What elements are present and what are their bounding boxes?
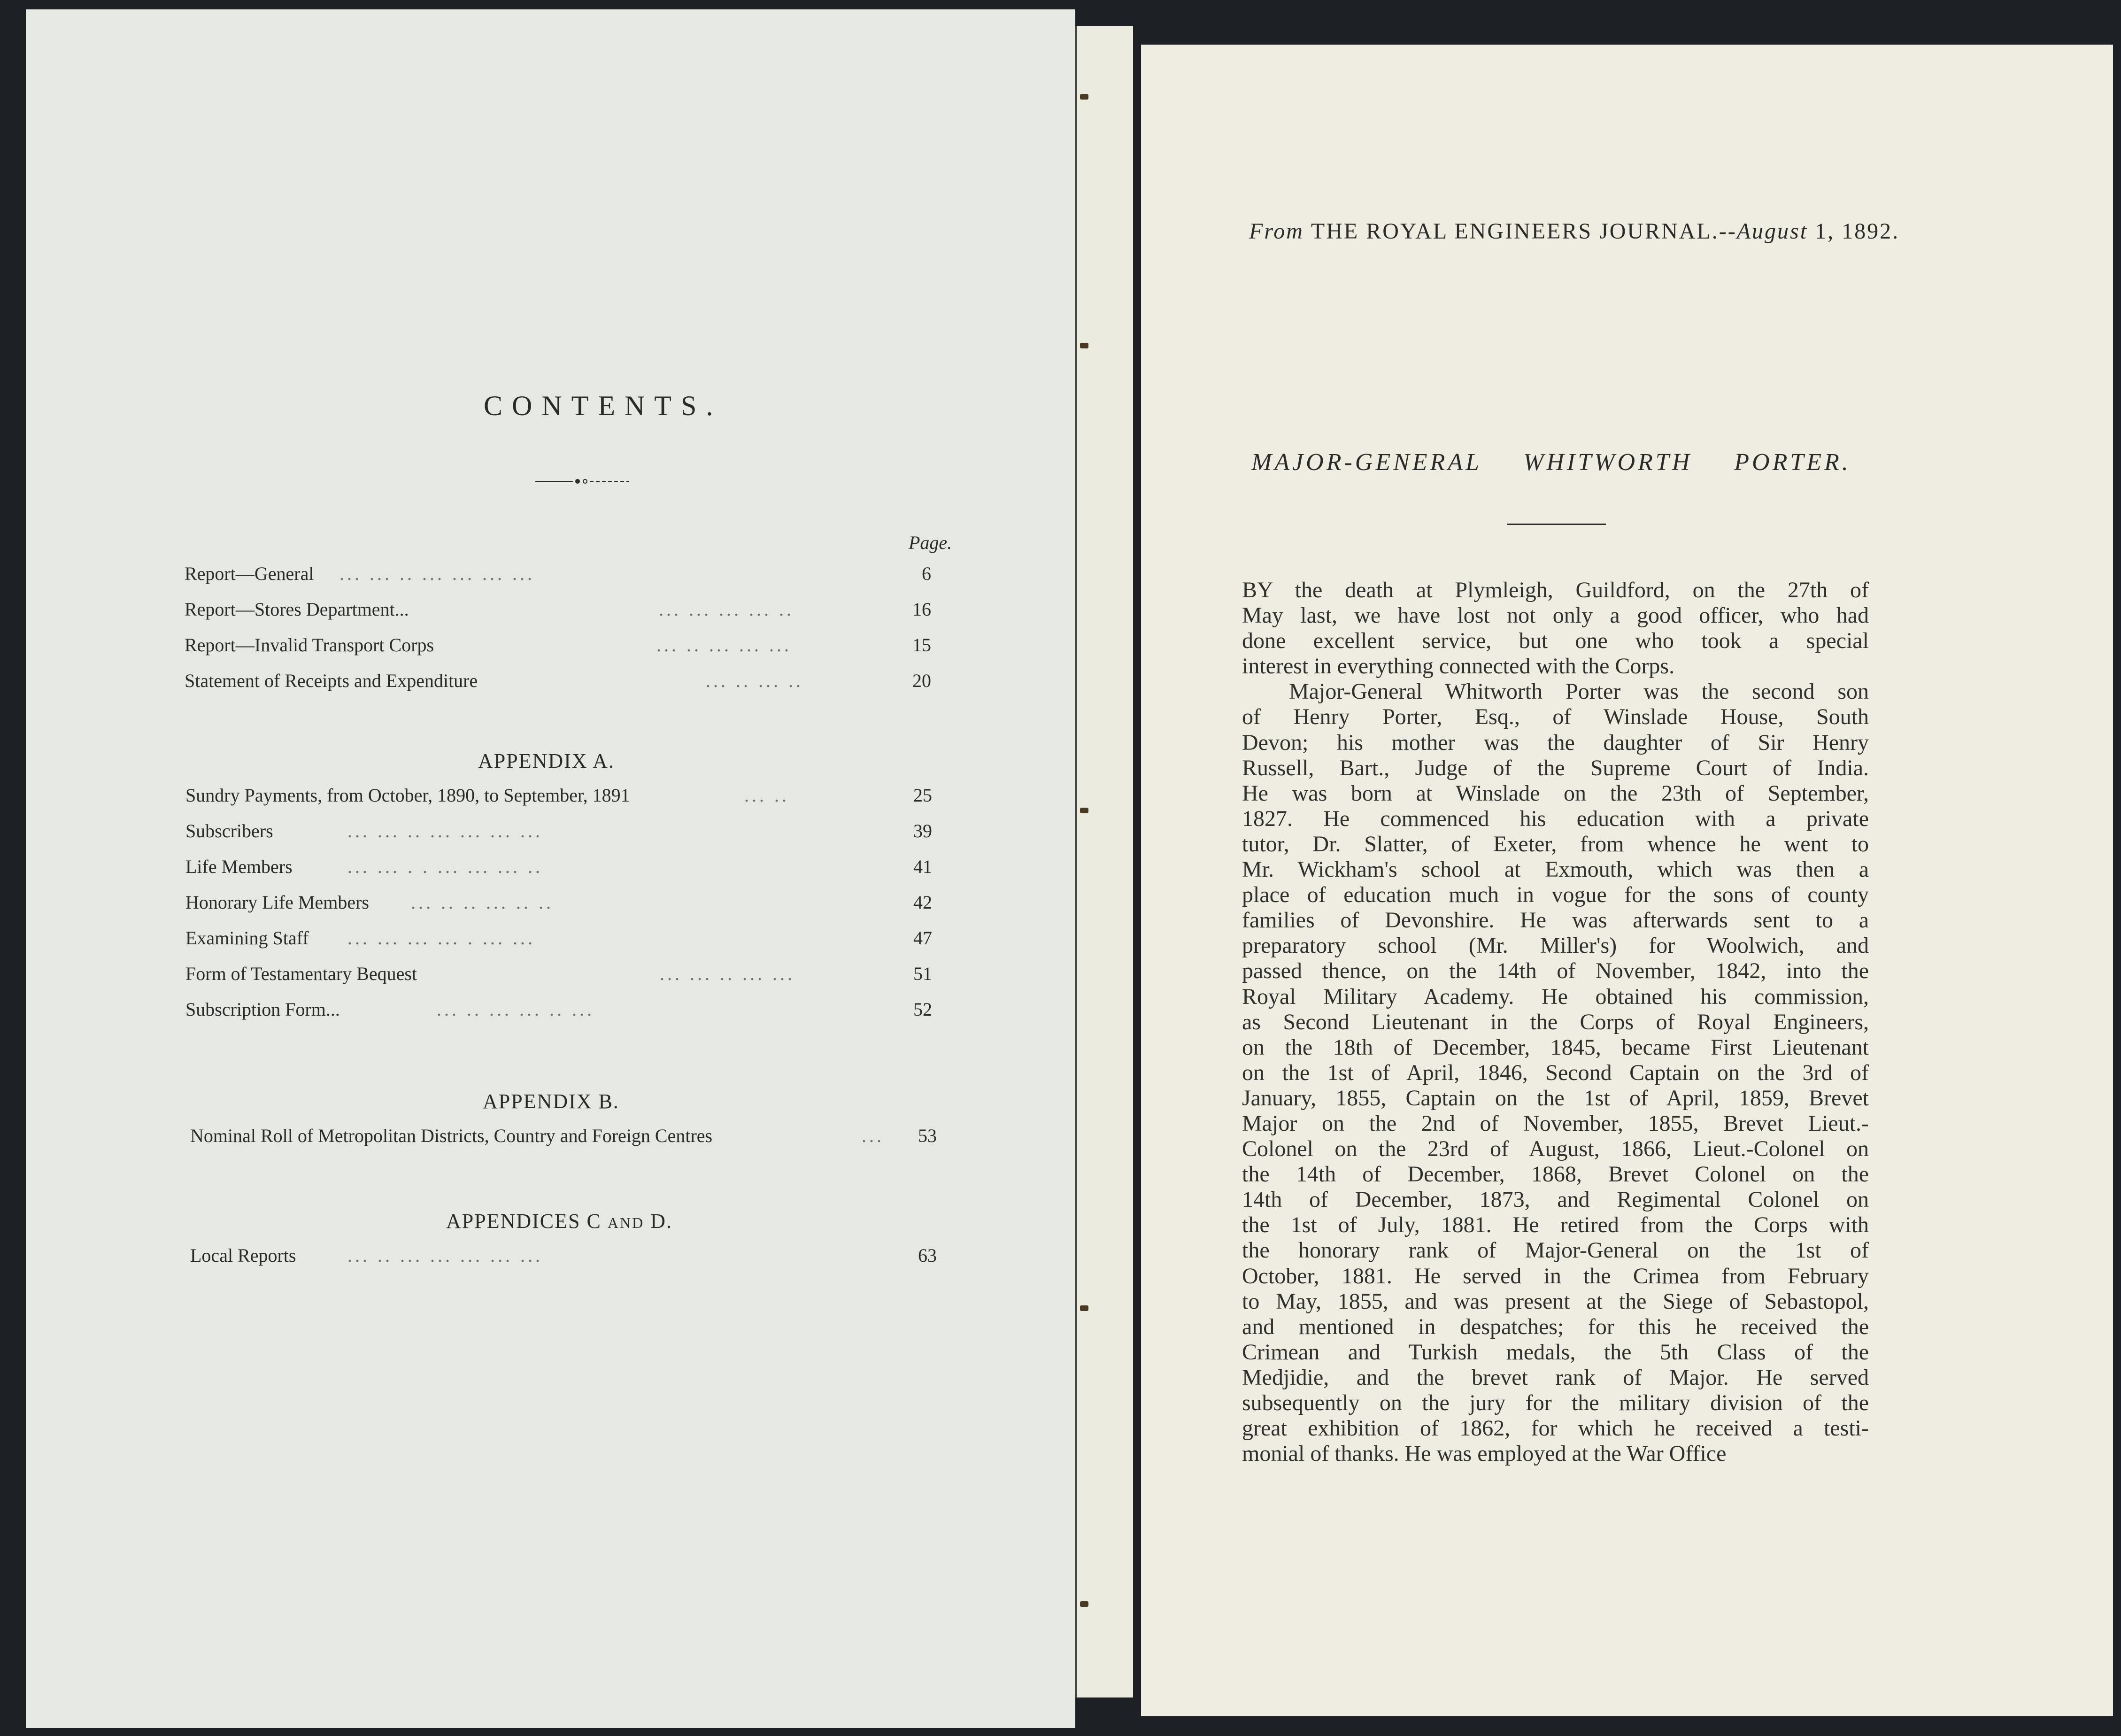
toc-entry-page: 53 — [918, 1125, 937, 1146]
source-month: August — [1736, 219, 1808, 244]
article-line: He was born at Winslade on the 23th of September, — [1242, 780, 1869, 806]
article-line: done excellent service, but one who took a special — [1242, 628, 1869, 654]
article-line: Devon; his mother was the daughter of Sir Henry — [1242, 730, 1869, 755]
toc-entry-page: 63 — [918, 1245, 937, 1266]
toc-entry-page: 51 — [913, 963, 932, 984]
article-line: 14th of December, 1873, and Regimental Colonel on — [1242, 1187, 1869, 1212]
toc-entry-page: 6 — [922, 563, 931, 584]
toc-entry — [185, 670, 931, 698]
source-journal: THE ROYAL ENGINEERS JOURNAL.-- — [1311, 219, 1737, 244]
toc-entry-label: Subscribers — [185, 820, 273, 841]
source-date: 1, 1892. — [1815, 219, 1900, 244]
toc-entry-label: Nominal Roll of Metropolitan Districts, Country and Foreign Centres — [190, 1125, 713, 1146]
article-line: Major-General Whitworth Porter was the second son — [1289, 679, 1869, 704]
binding-clasp — [1080, 94, 1088, 100]
appendix-cd-title-part2: D. — [650, 1210, 672, 1233]
toc-leader-dots: ... ... .. ... ... ... ... — [347, 820, 543, 841]
toc-leader-dots: ... ... . . ... ... ... .. — [347, 856, 543, 877]
toc-entry-label: Report—Invalid Transport Corps — [185, 634, 434, 656]
article-line: Crimean and Turkish medals, the 5th Class of the — [1242, 1339, 1869, 1365]
toc-entry-page: 42 — [913, 892, 932, 913]
toc-entry — [185, 856, 932, 884]
article-line: the honorary rank of Major-General on the 1st of — [1242, 1238, 1869, 1263]
article-line: October, 1881. He served in the Crimea from February — [1242, 1263, 1869, 1288]
toc-entry-page: 20 — [912, 670, 931, 691]
toc-leader-dots: ... — [862, 1125, 884, 1146]
right-page — [1141, 45, 2113, 1716]
toc-leader-dots: ... ... .. ... ... — [660, 963, 795, 984]
toc-entry-label: Report—Stores Department... — [185, 599, 409, 620]
toc-leader-dots: ... .. ... ... .. ... — [437, 999, 594, 1020]
article-line: January, 1855, Captain on the 1st of April, 1859, Brevet — [1242, 1085, 1869, 1111]
source-from: From — [1249, 219, 1304, 244]
article-line: Russell, Bart., Judge of the Supreme Court of India. — [1242, 755, 1869, 780]
article-body — [1242, 578, 1869, 1466]
toc-entry — [185, 784, 932, 812]
appendix-cd-title — [446, 1209, 672, 1233]
toc-entry-page: 47 — [913, 927, 932, 949]
left-page — [26, 9, 1075, 1728]
toc-leader-dots: ... .. ... ... ... ... ... — [347, 1245, 543, 1266]
article-line: interest in everything connected with the Corps. — [1242, 654, 1675, 679]
toc-entry-label: Sundry Payments, from October, 1890, to September, 1891 — [185, 785, 630, 806]
toc-entry-label: Form of Testamentary Bequest — [185, 963, 417, 984]
article-line: the 14th of December, 1868, Brevet Colonel on the — [1242, 1162, 1869, 1187]
article-line: BY the death at Plymleigh, Guildford, on the 27th of — [1242, 578, 1869, 602]
book-gutter — [1075, 26, 1133, 1697]
article-line: tutor, Dr. Slatter, of Exeter, from whence he went to — [1242, 831, 1869, 856]
toc-leader-dots: ... .. .. ... .. .. — [411, 892, 554, 913]
article-line: of Henry Porter, Esq., of Winslade House, South — [1242, 704, 1869, 730]
toc-entry — [185, 998, 932, 1026]
article-line: on the 1st of April, 1846, Second Captain on the 3rd of — [1242, 1060, 1869, 1085]
article-line: as Second Lieutenant in the Corps of Royal Engineers, — [1242, 1009, 1869, 1034]
article-title: MAJOR-GENERAL WHITWORTH PORTER. — [1251, 449, 1851, 476]
toc-entry-label: Statement of Receipts and Expenditure — [185, 670, 478, 691]
article-line: preparatory school (Mr. Miller's) for Woolwich, and — [1242, 933, 1869, 958]
toc-entry — [185, 820, 932, 848]
toc-entry — [185, 634, 931, 662]
toc-leader-dots: ... .. ... .. — [706, 670, 803, 691]
toc-entry-page: 15 — [912, 634, 931, 656]
article-line: Major on the 2nd of November, 1855, Brevet Lieut.- — [1242, 1111, 1869, 1136]
article-line: Colonel on the 23rd of August, 1866, Lieut.-Colonel on — [1242, 1136, 1869, 1162]
binding-clasp — [1080, 343, 1088, 348]
ornament-divider — [531, 474, 634, 488]
contents-title: CONTENTS. — [484, 390, 723, 421]
binding-clasp — [1080, 808, 1088, 813]
article-line: Royal Military Academy. He obtained his commission, — [1242, 984, 1869, 1009]
title-rule — [1507, 524, 1606, 525]
article-line: passed thence, on the 14th of November, 1842, into the — [1242, 958, 1869, 984]
toc-entry — [185, 963, 932, 991]
toc-leader-dots: ... .. ... ... ... — [656, 634, 792, 656]
toc-entry-page: 25 — [913, 785, 932, 806]
toc-entry — [190, 1244, 937, 1273]
article-line: families of Devonshire. He was afterwards sent to a — [1242, 908, 1869, 933]
appendix-a-title: APPENDIX A. — [478, 749, 615, 772]
toc-entry-label: Examining Staff — [185, 927, 309, 949]
toc-entry-label: Report—General — [185, 563, 314, 584]
binding-clasp — [1080, 1305, 1088, 1311]
article-line: May last, we have lost not only a good officer, who had — [1242, 603, 1869, 628]
page-column-header: Page. — [909, 532, 952, 553]
article-line: monial of thanks. He was employed at the War Office — [1242, 1441, 1727, 1466]
toc-entry-label: Honorary Life Members — [185, 892, 369, 913]
article-line: and mentioned in despatches; for this he received the — [1242, 1314, 1869, 1339]
toc-leader-dots: ... ... ... ... . ... ... — [347, 927, 535, 949]
toc-entry-page: 41 — [913, 856, 932, 877]
toc-leader-dots: ... ... ... ... .. — [659, 599, 794, 620]
article-line: Mr. Wickham's school at Exmouth, which was then a — [1242, 857, 1869, 882]
toc-entry — [185, 891, 932, 919]
toc-entry — [185, 927, 932, 955]
article-line: Medjidie, and the brevet rank of Major. He served — [1242, 1365, 1869, 1390]
source-line — [1249, 218, 1899, 244]
article-line: place of education much in vogue for the sons of county — [1242, 882, 1869, 908]
article-line: great exhibition of 1862, for which he received a testi- — [1242, 1416, 1869, 1441]
article-line: the 1st of July, 1881. He retired from the Corps with — [1242, 1212, 1869, 1238]
article-line: 1827. He commenced his education with a private — [1242, 806, 1869, 831]
appendix-cd-title-part1: APPENDICES C — [446, 1210, 602, 1233]
appendix-b-title: APPENDIX B. — [483, 1090, 619, 1113]
toc-entry-label: Subscription Form... — [185, 999, 340, 1020]
binding-clasp — [1080, 1601, 1088, 1607]
toc-entry-page: 52 — [913, 999, 932, 1020]
appendix-cd-title-and: AND — [607, 1214, 645, 1231]
article-line: subsequently on the jury for the military division of the — [1242, 1390, 1869, 1415]
toc-entry-label: Local Reports — [190, 1245, 296, 1266]
toc-entry — [185, 563, 931, 591]
article-line: on the 18th of December, 1845, became First Lieutenant — [1242, 1034, 1869, 1060]
toc-entry — [185, 598, 931, 626]
toc-entry-label: Life Members — [185, 856, 293, 877]
toc-entry-page: 16 — [912, 599, 931, 620]
toc-leader-dots: ... ... .. ... ... ... ... — [339, 563, 535, 584]
toc-leader-dots: ... .. — [744, 785, 789, 806]
toc-entry-page: 39 — [913, 820, 932, 841]
toc-entry — [190, 1125, 937, 1153]
article-line: to May, 1855, and was present at the Siege of Sebastopol, — [1242, 1288, 1869, 1314]
